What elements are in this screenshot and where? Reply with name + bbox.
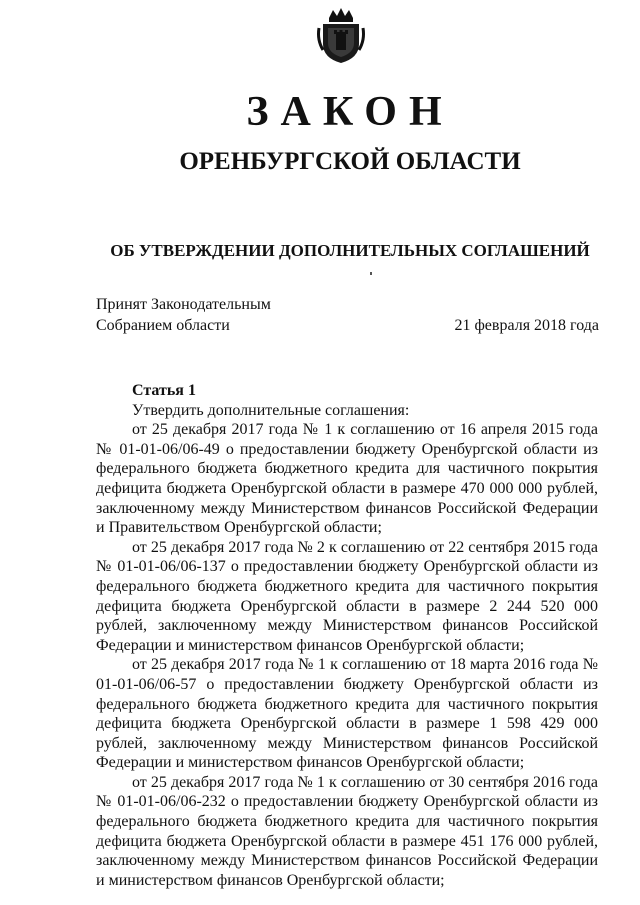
- scan-artifact: [370, 272, 372, 275]
- agreement-paragraph: от 25 декабря 2017 года № 1 к соглашению от 18 марта 2016 года № 01-01-06/06-57 о предоставлении бюджету Оренбургской области из федерального бюджета бюджетного кредита для частичного покрытия дефицита бюджета Оренбургской области в размере 1 598 429 000 рублей, заключенному между Министерством финансов Российской Федерации и министерством финансов Оренбургской области;: [96, 656, 598, 772]
- article-body: [96, 381, 598, 890]
- adoption-line-2: Собранием области: [96, 317, 230, 334]
- agreement-paragraph: от 25 декабря 2017 года № 1 к соглашению от 30 сентября 2016 года № 01-01-06/06-232 о предоставлении бюджету Оренбургской области из федерального бюджета бюджетного кредита для частичного покрытия дефицита бюджета Оренбургской области в размере 451 176 000 рублей, заключенному между Министерством финансов Российской Федерации и министерством финансов Оренбургской области;: [96, 773, 598, 889]
- article-heading: Статья 1: [132, 382, 196, 399]
- agreement-paragraph: от 25 декабря 2017 года № 1 к соглашению от 16 апреля 2015 года № 01-01-06/06-49 о предоставлении бюджету Оренбургской области из федерального бюджета бюджетного кредита для частичного покрытия дефицита бюджета Оренбургской области в размере 470 000 000 рублей, заключенному между Министерством финансов Российской Федерации и Правительством Оренбургской области;: [96, 421, 598, 537]
- adoption-line-1: Принят Законодательным: [96, 296, 271, 313]
- agreement-paragraph: от 25 декабря 2017 года № 2 к соглашению от 22 сентября 2015 года № 01-01-06/06-137 о предоставлении бюджету Оренбургской области из федерального бюджета бюджетного кредита для частичного покрытия дефицита бюджета Оренбургской области в размере 2 244 520 000 рублей, заключенному между Министерством финансов Российской Федерации и министерством финансов Оренбургской области;: [96, 538, 598, 654]
- region-title: ОРЕНБУРГСКОЙ ОБЛАСТИ: [179, 148, 521, 175]
- subject-title: ОБ УТВЕРЖДЕНИИ ДОПОЛНИТЕЛЬНЫХ СОГЛАШЕНИЙ: [110, 241, 590, 260]
- article-lead: Утвердить дополнительные соглашения:: [132, 401, 410, 419]
- adoption-date: 21 февраля 2018 года: [454, 317, 599, 334]
- adoption-block: [96, 294, 271, 336]
- law-title: ЗАКОН: [246, 89, 454, 135]
- coat-of-arms-icon: [315, 6, 367, 64]
